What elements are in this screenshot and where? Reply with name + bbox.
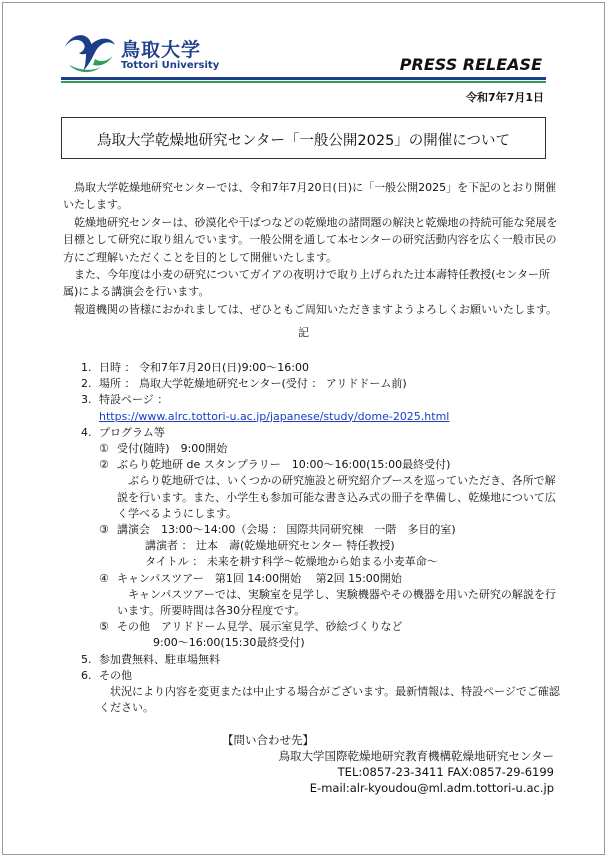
circled-number: ②: [99, 458, 109, 472]
program-campus-tour: [99, 571, 561, 620]
details-list: [81, 360, 561, 716]
intro-section: [63, 179, 558, 318]
list-item-fee: [81, 652, 561, 668]
item-number: 2.: [81, 377, 92, 391]
item-text: 特設ページ ：: [99, 393, 169, 407]
item-text: 日時 ： 令和7年7月20日(日)9:00～16:00: [99, 361, 309, 374]
contact-organization: 鳥取大学国際乾燥地研究教育機構乾燥地研究センター: [278, 749, 554, 763]
program-lecture: [99, 522, 561, 571]
item-text: 参加費無料、駐車場無料: [99, 652, 220, 666]
list-item-datetime: [81, 360, 561, 376]
program-text: ぶらり乾地研 de スタンプラリー 10:00～16:00(15:00最終受付): [117, 458, 451, 472]
tottori-university-emblem-icon: [61, 29, 117, 77]
program-other: [99, 619, 561, 651]
circled-number: ③: [99, 523, 109, 537]
program-reception: [99, 441, 561, 457]
title-box: [61, 117, 546, 159]
contact-block: [222, 732, 554, 796]
program-text: 受付(随時) 9:00開始: [117, 442, 228, 456]
program-time: 9:00～16:00(15:30最終受付): [153, 636, 305, 650]
item-number: 5.: [81, 652, 92, 666]
header-rule-green: [61, 81, 546, 83]
header-rule-blue: [61, 77, 546, 80]
intro-paragraph: 鳥取大学乾燥地研究センターでは、令和7年7月20日(日)に「一般公開2025」を下記のとおり開催いたします。: [63, 181, 557, 212]
logo-name-jp: 鳥取大学: [121, 39, 202, 61]
contact-phone-fax: TEL:0857-23-3411 FAX:0857-29-6199: [337, 765, 554, 779]
list-item-venue: [81, 376, 561, 392]
other-description: 状況により内容を変更または中止する場合がございます。最新情報は、特設ページでご確認ください。: [99, 685, 560, 715]
circled-number: ④: [99, 571, 109, 585]
logo-name-en: Tottori University: [121, 60, 220, 71]
program-text: 講演会 13:00～14:00（会場 ： 国際共同研究棟 一階 多目的室): [117, 523, 456, 537]
program-text: その他 アリドドーム見学、展示室見学、砂絵づくりなど: [117, 620, 403, 634]
item-number: 6.: [81, 668, 92, 682]
special-page-link[interactable]: https://www.alrc.tottori-u.ac.jp/japanese/study/dome-2025.html: [99, 409, 450, 423]
item-number: 1.: [81, 361, 92, 374]
lecture-title: タイトル ： 未来を耕す科学～乾燥地から始まる小麦革命～: [145, 555, 438, 569]
list-item-program: [81, 425, 561, 652]
circled-number: ⑤: [99, 620, 109, 634]
list-item-other: [81, 668, 561, 717]
document-title: 鳥取大学乾燥地研究センター「一般公開2025」の開催について: [96, 133, 511, 149]
program-text: キャンパスツアー 第1回 14:00開始 第2回 15:00開始: [117, 571, 402, 585]
intro-paragraph: また、今年度は小麦の研究についてガイアの夜明けで取り上げられた辻本壽特任教授(センター所属)による講演会を行います。: [63, 268, 550, 299]
item-number: 4.: [81, 425, 92, 439]
program-description: キャンパスツアーでは、実験室を見学し、実験機器やその機器を用いた研究の解説を行います。所要時間は各30分程度です。: [117, 587, 556, 618]
ki-heading: 記: [298, 326, 309, 339]
list-item-special-page: [81, 392, 561, 424]
contact-email: E-mail:alr-kyoudou@ml.adm.tottori-u.ac.jp: [309, 781, 554, 795]
release-date: 令和7年7月1日: [466, 91, 544, 104]
contact-heading: 【問い合わせ先】: [222, 733, 314, 747]
lecture-speaker: 講演者 ： 辻本 壽(乾燥地研究センター 特任教授): [145, 539, 395, 553]
circled-number: ①: [99, 442, 109, 456]
item-text: その他: [99, 668, 132, 682]
intro-paragraph: 報道機関の皆様におかれましては、ぜひともご周知いただきますようよろしくお願いいたします。: [74, 302, 558, 316]
item-number: 3.: [81, 393, 92, 407]
item-text: 場所 ： 鳥取大学乾燥地研究センター(受付 ： アリドドーム前): [99, 377, 407, 391]
program-stamp-rally: [99, 457, 561, 522]
program-description: ぶらり乾地研では、いくつかの研究施設と研究紹介ブースを巡っていただき、各所で解説を行います。また、小学生も参加可能な書き込み式の冊子を準備し、乾燥地について広く学べるようにします。: [117, 474, 556, 520]
item-text: プログラム等: [99, 425, 165, 439]
press-release-label: PRESS RELEASE: [399, 55, 542, 74]
document-page: [2, 2, 605, 855]
intro-paragraph: 乾燥地研究センターは、砂漠化や干ばつなどの乾燥地の諸問題の解決と乾燥地の持続可能な発展を目標として研究に取り組んでいます。一般公開を通して本センターの研究活動内容を広く一般市民の方にご理解いただくことを目的として開催いたします。: [63, 215, 558, 264]
